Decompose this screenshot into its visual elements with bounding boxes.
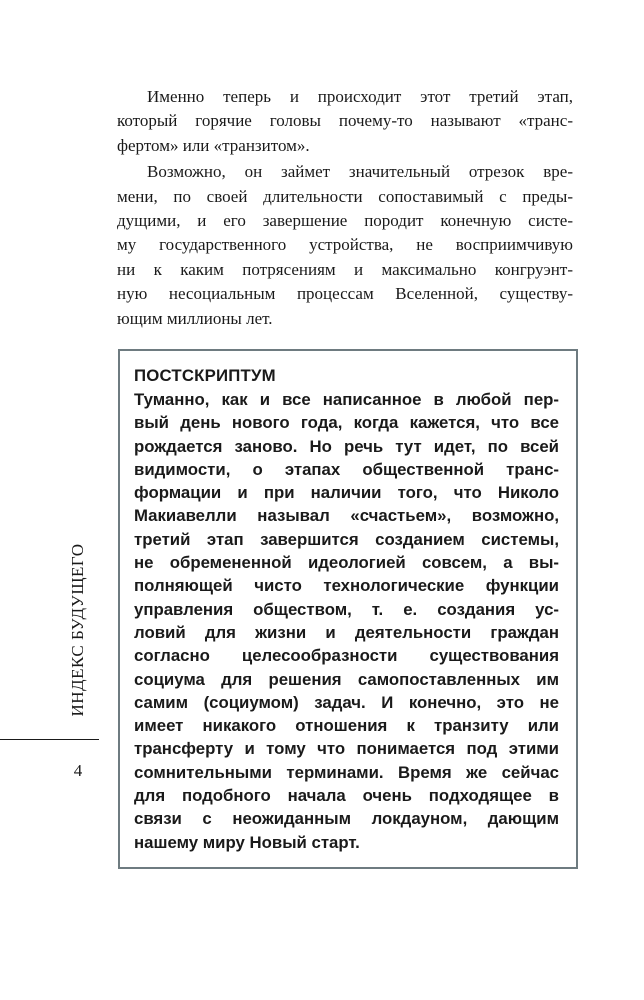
postscript-body: [134, 388, 559, 854]
text-line: Именно теперь и происходит этот третий этап,: [147, 87, 573, 106]
text-line: ющим миллионы лет.: [117, 308, 273, 328]
postscript-line: рождается заново. Но речь тут идет, по всей: [134, 436, 559, 456]
paragraph: [117, 85, 573, 158]
postscript-line: Макиавелли называл «счастьем», возможно,: [134, 506, 559, 526]
postscript-line: для подобного начала очень подходящее в: [134, 786, 559, 806]
running-head-rule: [0, 739, 99, 740]
postscript-line: формации и при наличии того, что Николо: [134, 483, 559, 503]
text-line: мени, по своей длительности сопоставимый с преды-: [117, 186, 573, 206]
postscript-line: третий этап завершится созданием системы,: [134, 529, 559, 549]
postscript-line: ловий для жизни и деятельности граждан: [134, 622, 559, 642]
postscript-line: видимости, о этапах общественной транс-: [134, 459, 559, 479]
postscript-title: ПОСТСКРИПТУМ: [134, 366, 276, 385]
postscript-line: трансферту и тому что понимается под этими: [134, 739, 559, 759]
postscript-line: не обремененной идеологией совсем, а вы-: [134, 553, 559, 573]
text-line: Возможно, он займет значительный отрезок вре-: [147, 162, 573, 182]
postscript-line: сомнительными терминами. Время же сейчас: [134, 762, 559, 782]
postscript-line: имеет никакого отношения к транзиту или: [134, 716, 559, 736]
text-line: му государственного устройства, не восприимчивую: [117, 235, 573, 255]
page-number: 4: [73, 761, 83, 780]
postscript-line: согласно целесообразности существования: [134, 646, 559, 666]
postscript-line: нашему миру Новый старт.: [134, 832, 360, 852]
main-text: [117, 85, 573, 331]
postscript-line: вый день нового года, когда кажется, что все: [134, 413, 559, 433]
postscript-line: социума для решения самопоставленных им: [134, 669, 559, 689]
paragraph: [117, 160, 573, 331]
postscript-line: Туманно, как и все написанное в любой пер-: [134, 390, 559, 409]
postscript-line: управления обществом, т. е. создания ус-: [134, 599, 559, 619]
running-head: ИНДЕКС БУДУЩЕГО: [68, 543, 87, 717]
postscript-line: самим (социумом) задач. И конечно, это не: [134, 692, 559, 712]
postscript-line: полняющей чисто технологические функции: [134, 576, 559, 596]
postscript-line: связи с неожиданным локдауном, дающим: [134, 809, 559, 829]
text-line: ни к каким потрясениям и максимально конгруэнт-: [117, 259, 573, 279]
text-line: дущими, и его завершение породит конечную систе-: [117, 211, 573, 231]
text-line: ную несоциальным процессам Вселенной, существу-: [117, 284, 573, 304]
text-line: который горячие головы почему-то называют «транс-: [117, 111, 573, 131]
text-line: фертом» или «транзитом».: [117, 135, 310, 155]
postscript-box: [118, 349, 578, 869]
